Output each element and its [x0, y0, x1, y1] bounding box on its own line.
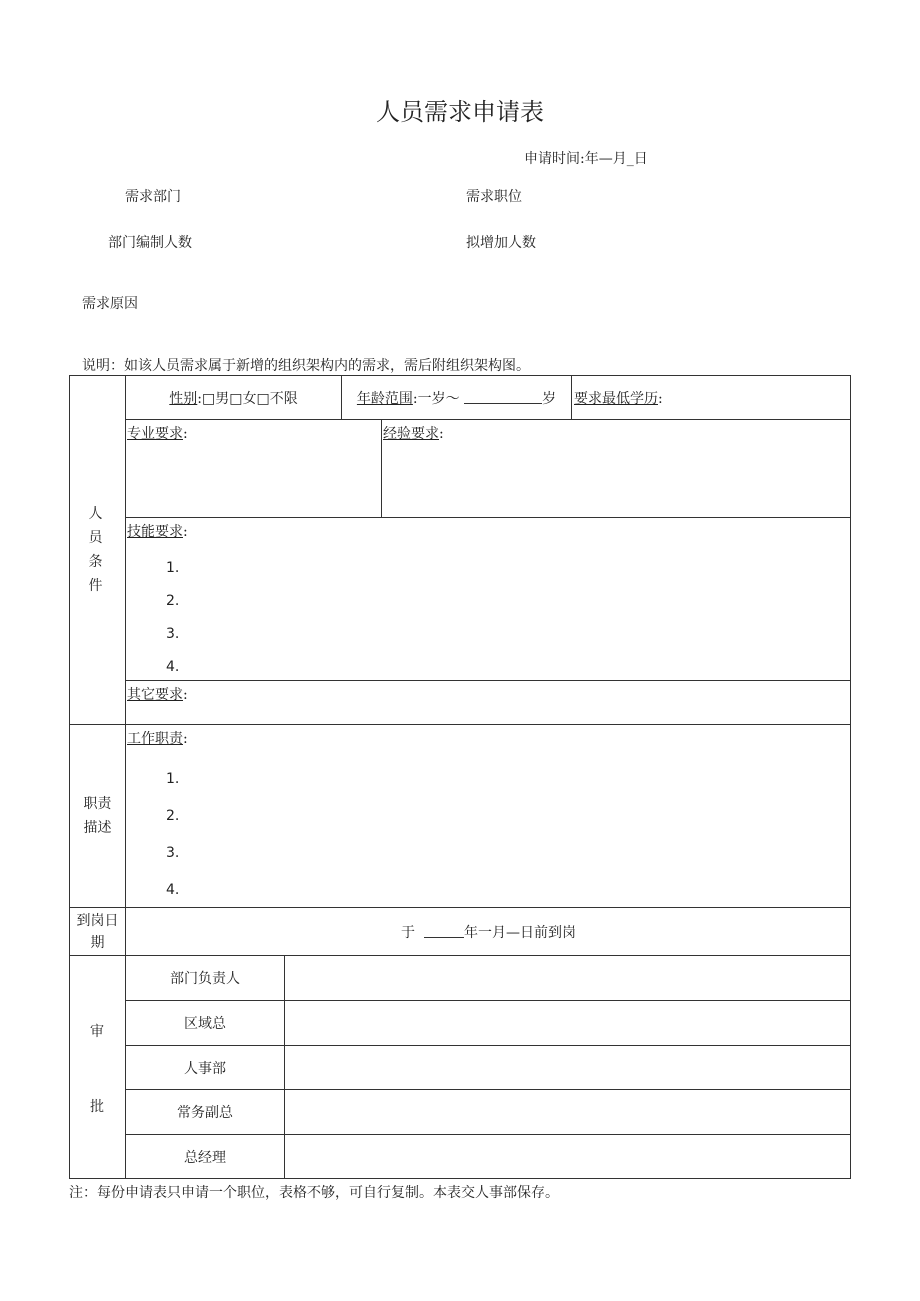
major-cell[interactable]: 专业要求:	[125, 419, 381, 517]
note-top: 说明：如该人员需求属于新增的组织架构内的需求，需后附组织架构图。	[82, 358, 530, 374]
approver-signature-field[interactable]	[284, 1045, 851, 1089]
duty-item: 1.	[166, 771, 180, 787]
skill-item: 4.	[166, 659, 180, 675]
other-label: 其它要求	[127, 687, 183, 703]
approver-label: 常务副总	[125, 1089, 284, 1134]
experience-cell[interactable]: 经验要求:	[381, 419, 851, 517]
gender-label: 性别	[169, 390, 198, 407]
skill-item: 3.	[166, 626, 180, 642]
duties-cell[interactable]: 工作职责: 1. 2. 3. 4.	[125, 724, 851, 907]
gender-options[interactable]: :□男□女□不限	[197, 390, 298, 407]
duties-label: 工作职责	[127, 731, 183, 747]
dept-headcount-label: 部门编制人数	[108, 235, 192, 251]
duties-section-text: 职责描述	[83, 796, 112, 836]
approver-label: 部门负责人	[125, 955, 284, 1000]
age-text: :一岁～	[412, 390, 460, 407]
approver-label: 区域总	[125, 1000, 284, 1045]
duties-section-label	[69, 724, 125, 907]
conditions-section-text: 人员条件	[88, 506, 107, 594]
approval-section-bottom: 批	[90, 1099, 104, 1115]
age-blank[interactable]	[464, 391, 542, 404]
major-label: 专业要求	[127, 426, 183, 442]
other-cell[interactable]: 其它要求:	[125, 680, 851, 724]
approver-signature-field[interactable]	[284, 1000, 851, 1045]
age-cell[interactable]	[341, 375, 571, 419]
duty-item: 2.	[166, 808, 180, 824]
arrival-year-blank[interactable]	[424, 925, 464, 938]
duty-item: 3.	[166, 845, 180, 861]
approver-signature-field[interactable]	[284, 1134, 851, 1179]
skill-item: 1.	[166, 560, 180, 576]
arrival-suffix: 年一月—日前到岗	[463, 924, 576, 941]
form-table	[69, 375, 851, 1179]
conditions-section-label	[69, 375, 125, 724]
arrival-prefix: 于	[401, 924, 416, 941]
reason-label: 需求原因	[82, 296, 138, 312]
dept-label: 需求部门	[125, 189, 181, 205]
approver-signature-field[interactable]	[284, 1089, 851, 1134]
approver-label: 人事部	[125, 1045, 284, 1089]
arrival-section-text: 到岗日期	[76, 912, 119, 951]
edu-cell[interactable]: 要求最低学历:	[571, 375, 851, 419]
page-title: 人员需求申请表	[376, 98, 544, 126]
age-label: 年龄范围	[356, 390, 413, 407]
apply-time: 申请时间:年—月_日	[524, 151, 648, 167]
arrival-cell[interactable]	[125, 907, 851, 955]
note-bottom: 注：每份申请表只申请一个职位，表格不够，可自行复制。本表交人事部保存。	[69, 1185, 559, 1201]
skill-item: 2.	[166, 593, 180, 609]
approval-section-label	[69, 955, 125, 1179]
experience-label: 经验要求	[383, 426, 439, 442]
approver-signature-field[interactable]	[284, 955, 851, 1000]
add-headcount-label: 拟增加人数	[466, 235, 536, 251]
approver-label: 总经理	[125, 1134, 284, 1179]
duty-item: 4.	[166, 882, 180, 898]
skills-cell[interactable]: 技能要求: 1. 2. 3. 4.	[125, 517, 851, 680]
approval-section-top: 审	[90, 1024, 104, 1040]
edu-label: 要求最低学历	[574, 391, 658, 407]
position-label: 需求职位	[466, 189, 522, 205]
arrival-section-label	[69, 907, 125, 955]
gender-cell[interactable]	[125, 375, 341, 419]
skills-label: 技能要求	[127, 524, 183, 540]
age-unit: 岁	[542, 390, 557, 407]
